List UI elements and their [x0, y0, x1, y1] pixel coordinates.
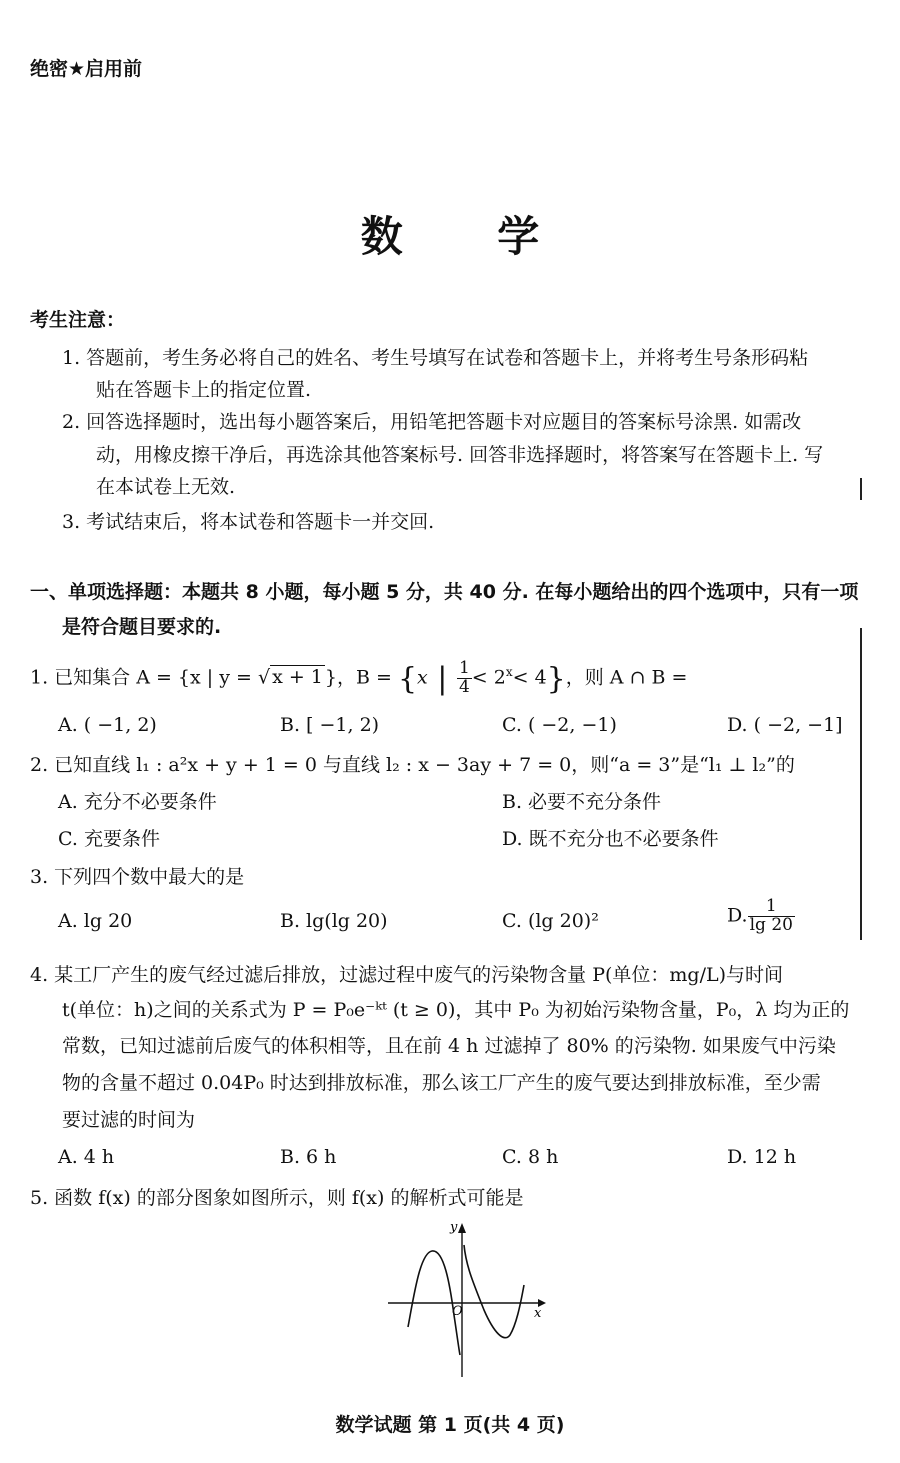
notice-line: 2. 回答选择题时，选出每小题答案后，用铅笔把答题卡对应题目的答案标号涂黑. 如需改: [62, 411, 802, 433]
page-title: 数 学: [360, 212, 580, 261]
q3-option-b[interactable]: B. lg(lg 20): [280, 910, 388, 932]
q3-option-c[interactable]: C. (lg 20)²: [502, 910, 599, 932]
q1-sqrt-arg: x + 1: [272, 666, 323, 689]
q4-option-b[interactable]: B. 6 h: [280, 1146, 337, 1168]
section-heading-cont: 是符合题目要求的.: [62, 616, 222, 638]
brace-open: {: [397, 661, 418, 697]
brace-close: }: [546, 661, 566, 697]
q1-frac-num: 1: [458, 658, 470, 678]
notice-line: 动，用橡皮擦干净后，再选涂其他答案标号. 回答非选择题时，将答案写在答题卡上. 写: [96, 444, 824, 466]
curve-right: [464, 1245, 524, 1338]
q1-prefix: 1. 已知集合 A = {x | y =: [30, 666, 258, 689]
q1-fraction: [457, 660, 472, 697]
q1-ineq: < 2: [471, 666, 506, 689]
y-axis-label: y: [450, 1220, 458, 1235]
q4-option-d[interactable]: D. 12 h: [727, 1146, 797, 1168]
q1-option-a[interactable]: A. ( −1, 2): [58, 714, 157, 736]
q1-option-d[interactable]: D. ( −2, −1]: [727, 714, 843, 736]
question-4-stem-line: 物的含量不超过 0.04P₀ 时达到排放标准，那么该工厂产生的废气要达到排放标准，至少需: [62, 1072, 821, 1094]
notice-heading: 考生注意：: [30, 309, 126, 331]
notice-line: 1. 答题前，考生务必将自己的姓名、考生号填写在试卷和答题卡上，并将考生号条形码粘: [62, 347, 809, 369]
q2-option-d[interactable]: D. 既不充分也不必要条件: [502, 828, 719, 850]
notice-line: 3. 考试结束后，将本试卷和答题卡一并交回.: [62, 511, 435, 533]
q3-optd-fraction: [748, 898, 795, 935]
origin-label: O: [452, 1304, 463, 1319]
q4-option-c[interactable]: C. 8 h: [502, 1146, 559, 1168]
q3-option-d[interactable]: [727, 898, 795, 935]
q2-option-c[interactable]: C. 充要条件: [58, 828, 160, 850]
secret-label: 绝密★启用前: [30, 58, 143, 80]
q3-optd-num: 1: [748, 898, 795, 917]
q1-mid: }，B =: [324, 666, 398, 689]
x-axis-label: x: [534, 1306, 542, 1321]
question-4-stem-line: t(单位：h)之间的关系式为 P = P₀e⁻ᵏᵗ (t ≥ 0)，其中 P₀ 为初始污染物含量，P₀，λ 均为正的: [62, 999, 850, 1021]
q1-option-c[interactable]: C. ( −2, −1): [502, 714, 617, 736]
q4-option-a[interactable]: A. 4 h: [58, 1146, 115, 1168]
question-4-stem-line: 要过滤的时间为: [62, 1109, 196, 1131]
q3-optd-label: D.: [727, 904, 748, 927]
q1-ineq2: < 4: [512, 666, 547, 689]
scan-edge-mark: [860, 478, 862, 500]
question-4-stem-line: 常数，已知过滤前后废气的体积相等，且在前 4 h 过滤掉了 80% 的污染物. 如果废气中污染: [62, 1035, 836, 1057]
q1-exp: x: [505, 665, 513, 680]
q2-option-a[interactable]: A. 充分不必要条件: [58, 791, 217, 813]
notice-line: 在本试卷上无效.: [96, 476, 236, 498]
scan-edge-line: [860, 628, 862, 940]
q1-suffix: ，则 A ∩ B =: [565, 666, 688, 689]
q1-frac-den: 4: [458, 676, 470, 697]
question-1-stem: [30, 660, 687, 697]
bar: |: [427, 661, 457, 697]
section-heading: 一、单项选择题：本题共 8 小题，每小题 5 分，共 40 分. 在每小题给出的四个选项中，只有一项: [30, 581, 859, 603]
y-axis-arrow: [458, 1223, 466, 1233]
q3-optd-den: lg 20: [749, 914, 793, 935]
notice-line: 贴在答题卡上的指定位置.: [96, 379, 312, 401]
question-2-stem: 2. 已知直线 l₁ : a²x + y + 1 = 0 与直线 l₂ : x − 3ay + 7 = 0，则“a = 3”是“l₁ ⊥ l₂”的: [30, 754, 795, 776]
q2-option-b[interactable]: B. 必要不充分条件: [502, 791, 662, 813]
sqrt-sign: √: [257, 666, 271, 689]
q1-option-b[interactable]: B. [ −1, 2): [280, 714, 380, 736]
question-5-stem: 5. 函数 f(x) 的部分图象如图所示，则 f(x) 的解析式可能是: [30, 1187, 524, 1209]
question-4-stem-line: 4. 某工厂产生的废气经过滤后排放，过滤过程中废气的污染物含量 P(单位：mg/L)与时间: [30, 964, 784, 986]
page-footer: 数学试题 第 1 页(共 4 页): [335, 1414, 565, 1436]
q1-set-var: x: [417, 666, 428, 689]
function-graph: [380, 1215, 560, 1385]
q3-option-a[interactable]: A. lg 20: [58, 910, 133, 932]
question-3-stem: 3. 下列四个数中最大的是: [30, 866, 245, 888]
